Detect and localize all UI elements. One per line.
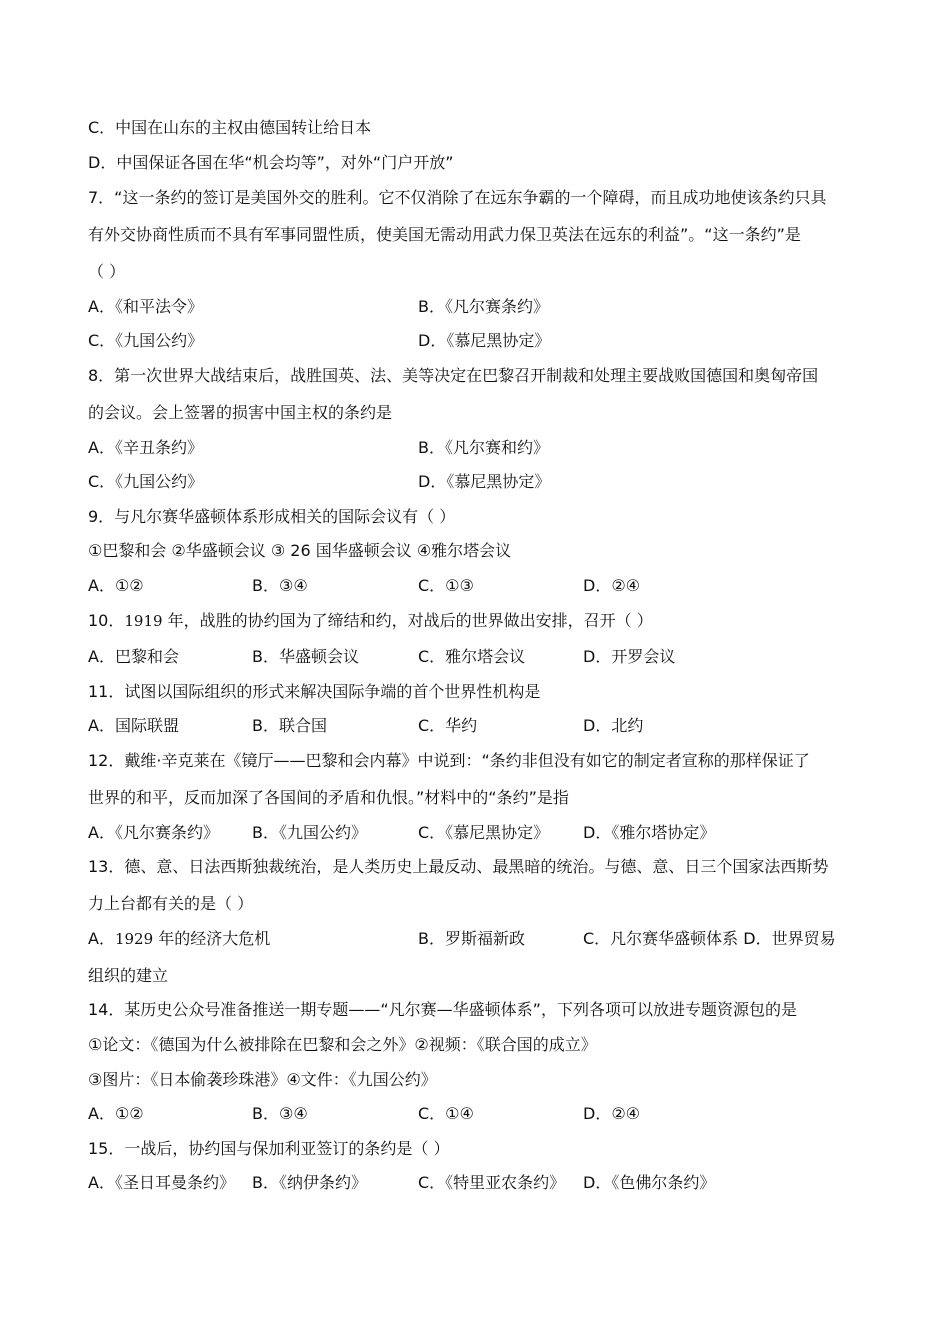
- q15-option-b: B．《纳伊条约》: [252, 1173, 367, 1192]
- prev-option-c: C．中国在山东的主权由德国转让给日本: [88, 118, 372, 137]
- q9-option-a: A．①②: [88, 576, 144, 595]
- question-14-line-2: ①论文：《德国为什么被排除在巴黎和会之外》②视频：《联合国的成立》: [88, 1035, 597, 1054]
- q15-option-a: A．《圣日耳曼条约》: [88, 1173, 235, 1192]
- q8-option-d: D．《慕尼黑协定》: [418, 472, 551, 491]
- question-11: 11．试图以国际组织的形式来解决国际争端的首个世界性机构是: [88, 682, 541, 701]
- q13-option-a-text: 年的经济大危机: [153, 929, 271, 948]
- q13-option-b: B．罗斯福新政: [418, 929, 525, 948]
- q10-number: 10．: [88, 611, 125, 630]
- q10-text: 年，战胜的协约国为了缔结和约，对战后的世界做出安排，召开（ ）: [162, 611, 653, 630]
- q8-option-b: B．《凡尔赛和约》: [418, 438, 549, 457]
- q14-option-a: A．①②: [88, 1104, 144, 1123]
- question-15: 15．一战后，协约国与保加利亚签订的条约是（ ）: [88, 1139, 450, 1158]
- q10-option-b: B．华盛顿会议: [252, 647, 359, 666]
- q13-option-a: [88, 929, 270, 949]
- q7-option-b: B．《凡尔赛条约》: [418, 297, 549, 316]
- question-8-line-1: 8．第一次世界大战结束后，战胜国英、法、美等决定在巴黎召开制裁和处理主要战败国德国和奥匈帝国: [88, 366, 819, 385]
- q7-option-a: A．《和平法令》: [88, 297, 203, 316]
- q12-option-b: B．《九国公约》: [252, 823, 367, 842]
- q13-option-c-d: C．凡尔赛华盛顿体系 D．世界贸易: [583, 929, 836, 948]
- q9-option-d: D．②④: [583, 576, 641, 595]
- q8-option-c: C．《九国公约》: [88, 472, 204, 491]
- q11-option-d: D．北约: [583, 716, 644, 735]
- question-7-line-1: 7．“这一条约的签订是美国外交的胜利。它不仅消除了在远东争霸的一个障碍，而且成功地使该条约只具: [88, 188, 827, 207]
- q8-option-a: A．《辛丑条约》: [88, 438, 203, 457]
- question-7-line-3: （ ）: [88, 262, 126, 281]
- q13-option-a-letter: A．: [88, 929, 115, 948]
- q10-option-a: A．巴黎和会: [88, 647, 179, 666]
- q13-option-a-year: 1929: [114, 930, 154, 948]
- question-12-line-2: 世界的和平，反而加深了各国间的矛盾和仇恨。”材料中的“条约”是指: [88, 788, 569, 807]
- q7-option-c: C．《九国公约》: [88, 331, 204, 350]
- q12-option-a: A．《凡尔赛条约》: [88, 823, 219, 842]
- q10-year: 1919: [124, 612, 163, 630]
- question-14-line-3: ③图片：《日本偷袭珍珠港》④文件：《九国公约》: [88, 1070, 437, 1089]
- q12-option-d: D．《雅尔塔协定》: [583, 823, 716, 842]
- q11-option-a: A．国际联盟: [88, 716, 179, 735]
- question-13-line-1: 13．德、意、日法西斯独裁统治，是人类历史上最反动、最黑暗的统治。与德、意、日三个国家法西斯势: [88, 857, 829, 876]
- question-9: 9．与凡尔赛华盛顿体系形成相关的国际会议有（ ）: [88, 507, 456, 526]
- question-13-line-2: 力上台都有关的是（ ）: [88, 894, 254, 913]
- question-10: [88, 611, 653, 631]
- q7-option-d: D．《慕尼黑协定》: [418, 331, 551, 350]
- q9-option-b: B．③④: [252, 576, 308, 595]
- q13-option-d-continued: 组织的建立: [88, 966, 169, 985]
- question-8-line-2: 的会议。会上签署的损害中国主权的条约是: [88, 403, 393, 422]
- q11-option-b: B．联合国: [252, 716, 327, 735]
- q10-option-d: D．开罗会议: [583, 647, 676, 666]
- question-9-items: ①巴黎和会 ②华盛顿会议 ③ 26 国华盛顿会议 ④雅尔塔会议: [88, 541, 512, 560]
- prev-option-d: D．中国保证各国在华“机会均等”，对外“门户开放”: [88, 153, 454, 172]
- q9-option-c: C．①③: [418, 576, 474, 595]
- q14-option-c: C．①④: [418, 1104, 474, 1123]
- q11-option-c: C．华约: [418, 716, 478, 735]
- question-7-line-2: 有外交协商性质而不具有军事同盟性质，使美国无需动用武力保卫英法在远东的利益”。“这一条约”是: [88, 225, 801, 244]
- question-14-line-1: 14．某历史公众号准备推送一期专题——“凡尔赛—华盛顿体系”，下列各项可以放进专题资源包的是: [88, 1000, 797, 1019]
- q15-option-c: C．《特里亚农条约》: [418, 1173, 566, 1192]
- q12-option-c: C．《慕尼黑协定》: [418, 823, 550, 842]
- q14-option-d: D．②④: [583, 1104, 641, 1123]
- q10-option-c: C．雅尔塔会议: [418, 647, 526, 666]
- q14-option-b: B．③④: [252, 1104, 308, 1123]
- question-12-line-1: 12．戴维·辛克莱在《镜厅——巴黎和会内幕》中说到：“条约非但没有如它的制定者宣称的那样保证了: [88, 751, 810, 770]
- q15-option-d: D．《色佛尔条约》: [583, 1173, 716, 1192]
